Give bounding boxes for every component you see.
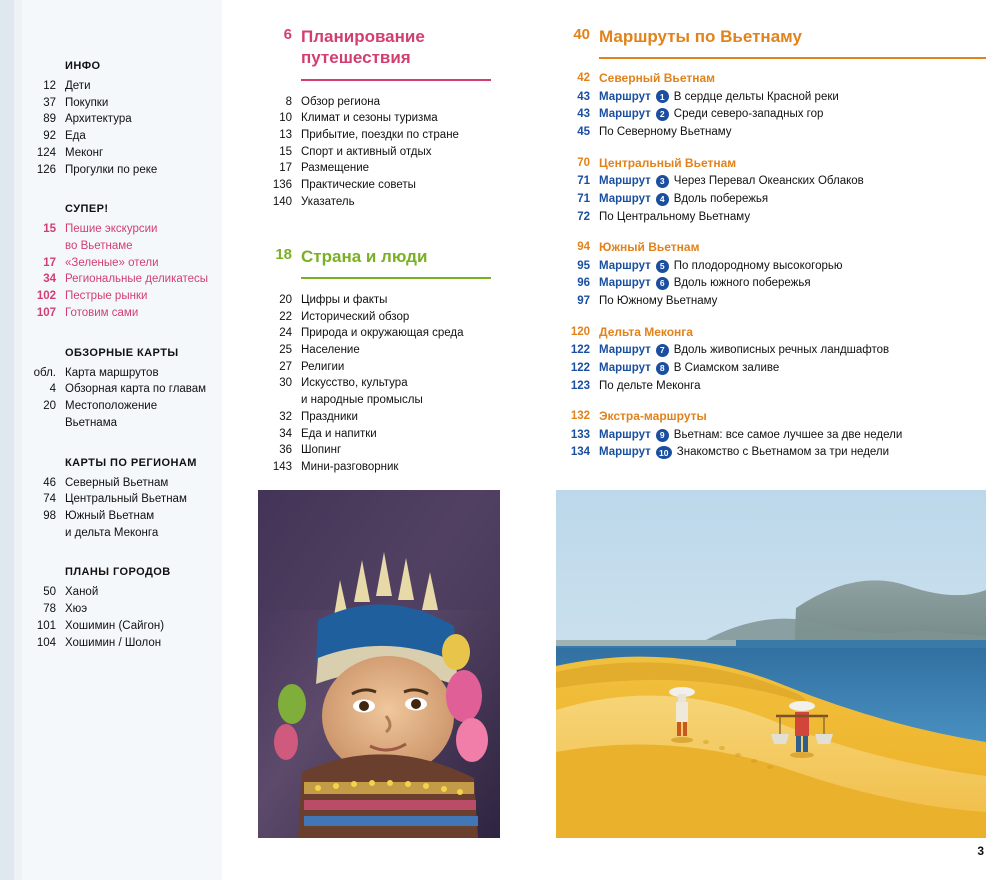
toc-page-number: 92 [43,130,56,143]
route-group-heading[interactable] [556,156,986,171]
toc-page-number: 107 [36,306,56,319]
toc-page-number: 20 [279,293,292,306]
toc-entry-label: Исторический обзор [301,310,410,323]
route-entry [599,90,839,105]
toc-page-number: 120 [570,325,590,338]
toc-entry[interactable] [22,602,232,617]
route-word: Маршрут [599,361,651,374]
toc-page-number: 34 [43,273,56,286]
route-description: По плодородному высокогорью [673,259,843,272]
sidebar-block [22,457,232,541]
sidebar-block-heading: КАРТЫ ПО РЕГИОНАМ [65,456,197,469]
toc-entry[interactable] [258,293,520,308]
route-word: Маршрут [599,428,651,441]
toc-page-number: 4 [49,383,56,396]
toc-entry[interactable] [22,492,232,507]
route-description: Вдоль живописных речных ландшафтов [673,344,890,357]
toc-entry-label: Пешие экскурсии [65,223,158,236]
sidebar-block [22,203,232,320]
toc-entry-label: Хюэ [65,603,88,616]
route-group [556,71,986,140]
toc-page-number: 102 [36,290,56,303]
toc-entry-label: Климат и сезоны туризма [301,112,438,125]
toc-page-number: 70 [577,156,590,169]
route-entry [599,276,811,291]
route-description: Вьетнам: все самое лучшее за две недели [673,428,903,441]
route-groups [556,71,986,460]
toc-page-number: 74 [43,493,56,506]
toc-entry[interactable] [556,259,986,274]
toc-page-number: 96 [577,277,590,290]
toc-entry[interactable] [22,509,232,524]
route-word: Маршрут [599,192,651,205]
toc-page-number: 143 [272,460,292,473]
chapter-title [301,26,425,69]
route-group-label: Центральный Вьетнам [599,155,737,170]
toc-page-number: 17 [43,256,56,269]
toc-entry[interactable] [258,443,520,458]
route-word: Маршрут [599,175,651,188]
toc-entry[interactable] [22,306,232,321]
toc-entry-label: Указатель [301,195,355,208]
toc-page-number: 10 [279,112,292,125]
toc-entry-label: Северный Вьетнам [65,476,169,489]
route-description: По Центральному Вьетнаму [599,210,751,223]
toc-entry-label: Еда [65,130,86,143]
toc-entry[interactable] [258,427,520,442]
toc-page-number: 126 [36,163,56,176]
toc-entry-label: Практические советы [301,179,416,192]
toc-page-number: 122 [570,361,590,374]
toc-entry[interactable] [556,174,986,189]
photo-child-in-traditional-hat [258,490,500,838]
chapter-number: 18 [275,245,292,263]
route-number-badge: 7 [656,344,669,357]
toc-entry-label: и народные промыслы [301,394,423,407]
route-entry [599,445,889,460]
toc-entry[interactable] [556,445,986,460]
chapter-heading-planning [258,26,520,69]
toc-page-number: 34 [279,427,292,440]
toc-entry[interactable] [22,289,232,304]
chapter-title [301,246,427,267]
route-entry [599,210,750,225]
toc-entry-label: Дети [65,80,91,92]
toc-entry[interactable] [22,146,232,161]
toc-entry[interactable] [258,161,520,176]
route-group [556,156,986,225]
page-edge-band [0,0,14,880]
route-description: Через Перевал Океанских Облаков [673,175,864,188]
toc-entry-label: Обзор региона [301,95,380,108]
toc-entry-label: Мини-разговорник [301,460,399,473]
toc-page-number: 132 [570,410,590,423]
route-description: По Северному Вьетнаму [599,126,732,139]
toc-page-number: 42 [577,72,590,85]
route-word: Маршрут [599,90,651,103]
routes-column [556,0,986,476]
sidebar-block-heading: ПЛАНЫ ГОРОДОВ [65,566,171,579]
route-number-badge: 9 [656,429,669,442]
toc-entry-label: Цифры и факты [301,293,388,306]
toc-page-number: 30 [279,377,292,390]
toc-entry-label: Архитектура [65,113,132,126]
toc-entry[interactable] [22,476,232,491]
route-group-heading[interactable] [556,325,986,340]
route-group-label: Северный Вьетнам [599,71,716,86]
route-number-badge: 3 [656,175,669,188]
route-group-label: Южный Вьетнам [599,240,700,255]
country-items [258,293,520,475]
toc-entry-label: «Зеленые» отели [65,256,159,269]
toc-entry[interactable] [22,366,232,381]
toc-entry[interactable] [258,195,520,210]
toc-page-number: 50 [43,586,56,599]
toc-entry-label: Шопинг [301,444,342,457]
toc-page-number: 89 [43,113,56,126]
toc-page-number: 12 [43,80,56,92]
route-description: Знакомство с Вьетнамом за три недели [676,446,890,459]
route-word: Маршрут [599,277,651,290]
chapter-title-line: Планирование [301,27,425,46]
toc-entry[interactable] [258,95,520,110]
toc-page-number: 134 [570,446,590,459]
toc-entry[interactable] [258,360,520,375]
toc-entry[interactable] [22,256,232,271]
sidebar-block [22,60,232,177]
toc-entry[interactable] [258,460,520,475]
toc-entry-label: Религии [301,360,345,373]
toc-entry-label: Готовим сами [65,306,139,319]
toc-page-number: 37 [43,96,56,109]
route-description: Вдоль южного побережья [673,277,811,290]
route-number-badge: 5 [656,260,669,273]
toc-entry[interactable] [22,382,232,397]
toc-entry-label: Хошимин / Шолон [65,636,162,649]
toc-page-number: 122 [570,344,590,357]
toc-page-number: 97 [577,295,590,308]
toc-page-number: 45 [577,126,590,139]
route-description: В Сиамском заливе [673,361,780,374]
chapter-heading-country [258,246,520,267]
toc-page-number: 17 [279,162,292,175]
toc-entry[interactable] [22,79,232,94]
route-word: Маршрут [599,344,651,357]
route-group [556,409,986,460]
toc-page-number: 20 [43,400,56,413]
toc-entry[interactable] [556,294,986,309]
sidebar-block-heading: СУПЕР! [65,203,109,216]
toc-page-number: 46 [43,476,56,489]
sidebar-column [22,0,232,676]
toc-page-number: 13 [279,128,292,141]
route-entry [599,343,889,358]
toc-page-number: 98 [43,509,56,522]
sidebar-block-heading: ОБЗОРНЫЕ КАРТЫ [65,346,179,359]
chapter-heading-routes [556,26,986,47]
page-edge-band-inner [14,0,22,880]
chapter-number: 40 [573,26,590,43]
toc-page-number: 136 [272,179,292,192]
toc-entry-label: во Вьетнаме [65,240,133,253]
toc-entry[interactable] [258,393,520,408]
sidebar-block [22,566,232,650]
toc-page-number: 133 [570,428,590,441]
toc-entry-label: Праздники [301,410,358,423]
toc-entry-label: Прибытие, поездки по стране [301,128,459,141]
toc-page-number: 8 [285,95,292,108]
toc-entry[interactable] [258,128,520,143]
route-entry [599,192,768,207]
chapter-rule [301,79,491,81]
route-group-label: Дельта Меконга [599,324,693,339]
toc-entry[interactable] [556,343,986,358]
route-entry [599,107,823,122]
route-number-badge: 4 [656,193,669,206]
toc-page-number: обл. [33,366,56,379]
route-entry [599,428,902,443]
toc-entry[interactable] [556,361,986,376]
toc-entry-label: Население [301,343,360,356]
toc-entry[interactable] [22,222,232,237]
toc-entry[interactable] [556,210,986,225]
route-word: Маршрут [599,259,651,272]
route-group [556,240,986,309]
toc-page-number: 22 [279,310,292,323]
chapter-title-line: путешествия [301,48,411,68]
toc-page-number: 43 [577,90,590,103]
toc-page-number: 140 [272,195,292,208]
toc-entry-label: Размещение [301,162,370,175]
route-group-heading[interactable] [556,409,986,424]
toc-page-number: 36 [279,444,292,457]
chapter-title-line: Страна и люди [301,246,428,266]
toc-entry[interactable] [22,585,232,600]
route-word: Маршрут [599,108,651,121]
toc-page-number: 72 [577,210,590,223]
toc-entry-label: Обзорная карта по главам [65,383,207,396]
route-description: По Южному Вьетнаму [599,295,718,308]
toc-entry[interactable] [556,379,986,394]
toc-entry-label: Местоположение [65,400,158,413]
route-entry [599,259,843,274]
route-description: Среди северо-западных гор [673,108,824,121]
chapter-rule [599,57,986,59]
toc-entry[interactable] [22,129,232,144]
toc-entry[interactable] [22,416,232,431]
toc-page-number: 24 [279,327,292,340]
toc-entry[interactable] [22,636,232,651]
toc-entry[interactable] [556,428,986,443]
route-number-badge: 2 [656,108,669,121]
toc-page-number: 27 [279,360,292,373]
toc-page-number: 25 [279,343,292,356]
toc-entry-label: Региональные деликатесы [65,273,209,286]
chapter-title: Маршруты по Вьетнаму [599,27,802,46]
toc-page-number: 94 [577,241,590,254]
toc-entry[interactable] [258,145,520,160]
photo-sand-dunes-with-carriers [556,490,986,838]
route-word: Маршрут [599,446,651,459]
toc-page-number: 78 [43,603,56,616]
route-description: Вдоль побережья [673,192,769,205]
toc-entry-label: Спорт и активный отдых [301,145,432,158]
toc-page-number: 15 [43,223,56,236]
toc-entry-label: Вьетнама [65,416,117,429]
route-group [556,325,986,394]
toc-entry-label: Прогулки по реке [65,163,158,176]
route-group-label: Экстра-маршруты [599,409,707,424]
toc-page-number: 32 [279,410,292,423]
route-number-badge: 8 [656,362,669,375]
toc-page-number: 123 [570,379,590,392]
chapter-number: 6 [283,26,292,43]
toc-entry-label: Центральный Вьетнам [65,493,187,506]
sidebar-block [22,347,232,431]
toc-entry-label: Карта маршрутов [65,366,159,379]
toc-entry[interactable] [22,272,232,287]
route-number-badge: 6 [656,277,669,290]
toc-entry[interactable] [22,526,232,541]
page-number: 3 [977,844,984,858]
toc-entry-label: и дельта Меконга [65,526,159,539]
toc-entry[interactable] [556,90,986,105]
route-number-badge: 10 [656,446,672,459]
route-entry [599,379,700,394]
route-entry [599,174,864,189]
toc-page-number: 95 [577,259,590,272]
toc-entry[interactable] [22,619,232,634]
sidebar-block-heading: ИНФО [65,60,101,72]
route-entry [599,294,717,309]
toc-entry[interactable] [258,111,520,126]
toc-entry[interactable] [556,125,986,140]
toc-entry[interactable] [258,178,520,193]
toc-entry[interactable] [22,112,232,127]
toc-entry[interactable] [258,343,520,358]
planning-items [258,95,520,210]
planning-column [258,0,520,477]
toc-entry[interactable] [258,410,520,425]
toc-page-number: 71 [577,175,590,188]
toc-page-number: 15 [279,145,292,158]
toc-entry[interactable] [258,376,520,391]
toc-page-number: 43 [577,108,590,121]
toc-entry-label: Хошимин (Сайгон) [65,619,165,632]
toc-page-number: 101 [36,619,56,632]
toc-entry-label: Южный Вьетнам [65,509,155,522]
toc-entry[interactable] [22,163,232,178]
toc-entry[interactable] [556,276,986,291]
route-group-heading[interactable] [556,240,986,255]
toc-entry-label: Меконг [65,146,104,159]
toc-entry-label: Искусство, культура [301,377,408,390]
toc-entry-label: Природа и окружающая среда [301,327,464,340]
toc-entry[interactable] [556,107,986,122]
toc-page-number: 124 [36,146,56,159]
toc-page-number: 71 [577,192,590,205]
toc-entry[interactable] [22,399,232,414]
route-group-heading[interactable] [556,71,986,86]
route-description: По дельте Меконга [599,379,701,392]
toc-entry[interactable] [22,239,232,254]
toc-entry-label: Еда и напитки [301,427,377,440]
toc-entry-label: Ханой [65,586,99,599]
route-entry [599,125,732,140]
toc-entry[interactable] [258,310,520,325]
toc-entry-label: Покупки [65,96,109,109]
chapter-rule [301,277,491,279]
toc-entry-label: Пестрые рынки [65,290,148,303]
toc-entry[interactable] [258,326,520,341]
toc-page-number: 104 [36,636,56,649]
route-entry [599,361,779,376]
route-description: В сердце дельты Красной реки [673,90,839,103]
toc-entry[interactable] [556,192,986,207]
toc-entry[interactable] [22,96,232,111]
route-number-badge: 1 [656,90,669,103]
